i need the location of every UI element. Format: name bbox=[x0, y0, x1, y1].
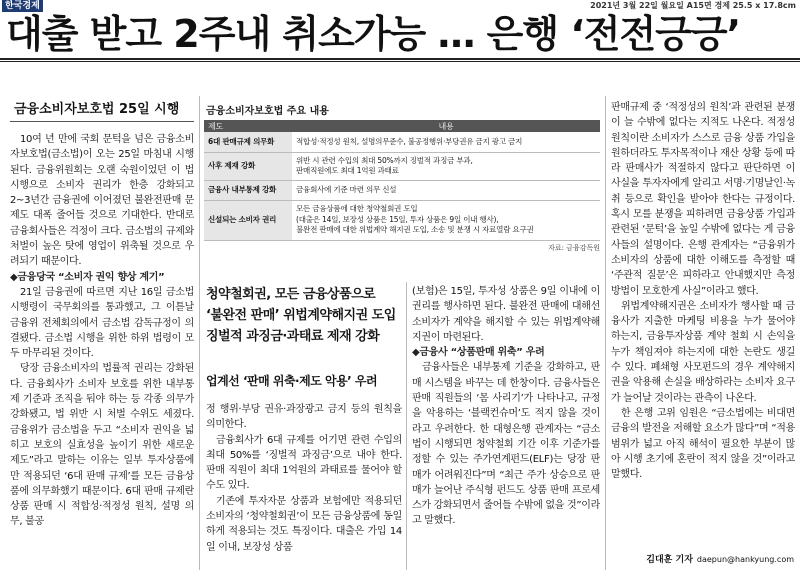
article-paragraph: 정 행위·부당 권유·과장광고 금지 등의 원칙을 의미한다. bbox=[206, 404, 402, 431]
table-row bbox=[204, 180, 600, 200]
table-key: 금융사 내부통제 강화 bbox=[204, 180, 292, 200]
article-subheading: ◆금융당국 “소비자 권익 향상 계기” bbox=[10, 271, 165, 283]
column-divider bbox=[605, 96, 606, 570]
sub-headline-line: 징벌적 과징금·과태료 제재 강화 bbox=[206, 329, 380, 344]
dateline: 2021년 3월 22일 월요일 A15면 경제 25.5 x 17.8cm bbox=[590, 1, 796, 10]
summary-table bbox=[204, 120, 600, 241]
table-value-line: 적합성·적정성 원칙, 설명의무준수, 불공정행위·부당권유 금지 광고 금지 bbox=[296, 136, 523, 146]
table-value bbox=[292, 132, 600, 152]
section-subhead: 금융소비자보호법 25일 시행 bbox=[14, 102, 180, 117]
article-paragraph: 당장 금융소비자의 법률적 권리는 강화된다. 금융회사가 소비자 보호를 위한 내부통제 기준과 조직을 둬야 하는 등 각종 의무가 강화됐고, 법 위반 시 처벌 수위도 세졌다. 금융위가 금소법을 두고 “소비자 권익을 넓히고 보호의 실효성을 높이기 위한 새로운 제도”라고 말하는 이유는 일부 투자상품에만 적용되던 ‘6대 판매 규제’를 모든 금융상품에 의무화했기 때문이다. 6대 판매 규제란 상품 판매 시 적합성·적정성 원칙, 설명 의무, 불공 bbox=[10, 363, 194, 528]
article-paragraph: (보험)은 15일, 투자성 상품은 9일 이내에 이 권리를 행사하면 된다. 불완전 판매에 대해선 소비자가 계약을 해지할 수 있는 위법계약해지권이 마련된다. bbox=[412, 286, 600, 343]
table-value bbox=[292, 200, 600, 240]
table-value-line: 금융회사에 기준 마련 의무 신설 bbox=[296, 184, 397, 194]
table-value bbox=[292, 152, 600, 180]
article-paragraph: 한 은행 고위 임원은 “금소법에는 비대면 금융의 발전을 저해할 요소가 많다”며 “적용 범위가 넓고 아직 해석이 필요한 부분이 많아 시행 초기에 혼란이 적지 않을 것”이라고 말했다. bbox=[611, 407, 795, 481]
table-header-row bbox=[204, 120, 600, 132]
table-row bbox=[204, 152, 600, 180]
article-subheading: ◆금융사 “상품판매 위축” 우려 bbox=[412, 347, 545, 359]
headline-rule bbox=[0, 58, 800, 60]
newspaper-name: 한국경제 bbox=[2, 0, 43, 12]
column-1 bbox=[10, 132, 194, 570]
table-row bbox=[204, 132, 600, 152]
table-key: 사후 제재 강화 bbox=[204, 152, 292, 180]
table-header: 제도 bbox=[204, 120, 292, 132]
column-4 bbox=[611, 100, 795, 548]
article-paragraph: 금융사들은 내부통제 기준을 강화하고, 판매 시스템을 바꾸는 데 한창이다. 금융사들은 판매 직원들의 ‘몸 사리기’가 나타나고, 규정을 악용하는 ‘블랙컨슈머’도 적지 않을 것이라고 우려한다. 한 대형은행 관계자는 “금소법이 시행되면 청약철회 기간 이후 기준가를 정할 수 있는 주가연계펀드(ELF)는 당장 판매가 어려워진다”며 “최근 주가 상승으로 판매가 늘어난 주식형 펀드도 상품 판매 프로세스가 강화되면서 줄어들 수밖에 없을 것”이라고 말했다. bbox=[412, 362, 600, 527]
table-title: 금융소비자보호법 주요 내용 bbox=[206, 106, 329, 117]
column-2 bbox=[206, 402, 402, 570]
table-value-line: 위반 시 관련 수입의 최대 50%까지 징벌적 과징금 부과, bbox=[296, 155, 473, 165]
table-key: 6대 판매규제 의무화 bbox=[204, 132, 292, 152]
summary-table-box bbox=[204, 104, 600, 276]
article-paragraph: 위법계약해지권은 소비자가 행사할 때 금융사가 지출한 마케팅 비용을 누가 물어야 하는지, 금융투자상품 계약 철회 시 손익을 누가 책임져야 하는지에 대한 논란도 생길 수 있다. 폐쇄형 사모펀드의 경우 계약해지권을 악용해 손실을 배상하라는 소비자 요구가 늘어날 것이라는 관측이 나온다. bbox=[611, 300, 795, 404]
column-divider bbox=[406, 282, 407, 570]
column-divider bbox=[199, 96, 200, 570]
article-paragraph: 기존에 투자자문 상품과 보험에만 적용되던 소비자의 ‘청약철회권’이 모든 금융상품에 동일하게 적용되는 것도 특징이다. 대출은 가입 14일 이내, 보장성 상품 bbox=[206, 495, 402, 553]
table-header: 내용 bbox=[292, 120, 600, 132]
article-paragraph: 10여 년 만에 국회 문턱을 넘은 금융소비자보호법(금소법)이 오는 25일 마침내 시행된다. 금융위원회는 오랜 숙원이었던 이 법 시행으로 소비자 권리가 한층 강화되고 2~3년간 금융권에 이어졌던 불완전판매 문제도 대폭 줄어들 것으로 기대한다. 반대로 금융회사들은 걱정이 크다. 금소법의 규제와 처벌이 높은 탓에 영업이 위축될 것으로 우려되기 때문이다. bbox=[10, 134, 194, 268]
article-paragraph: 금융회사가 6대 규제를 어기면 관련 수입의 최대 50%를 ‘징벌적 과징금’으로 내야 한다. 판매 직원이 최대 1억원의 과태료를 물어야 할 수도 있다. bbox=[206, 434, 402, 492]
sub-headline-concern: 업계선 ‘판매 위축·제도 악용’ 우려 bbox=[206, 374, 378, 388]
table-source: 자료: 금융감독원 bbox=[548, 243, 600, 252]
table-row bbox=[204, 200, 600, 240]
byline-name: 김대훈 기자 bbox=[646, 555, 693, 565]
article-paragraph: 21일 금융권에 따르면 지난 16일 금소법 시행령이 국무회의를 통과했고, 그 이튿날 금융위 전체회의에서 금소법 감독규정이 의결됐다. 금소법 시행을 위한 하위 법령이 모두 마무리된 것이다. bbox=[10, 286, 194, 360]
sub-headline-line: 청약철회권, 모든 금융상품으로 bbox=[206, 287, 376, 302]
table-value-line: 모든 금융상품에 대한 청약철회권 도입 bbox=[296, 204, 418, 214]
column-3 bbox=[412, 284, 600, 570]
sub-headline-block bbox=[206, 284, 406, 347]
byline-email: daepun@hankyung.com bbox=[696, 555, 794, 564]
headline-rule-thin bbox=[0, 61, 800, 62]
sub-headline-line: ‘불완전 판매’ 위법계약해지권 도입 bbox=[206, 308, 396, 323]
table-value-line: (대출은 14일, 보장성 상품은 15일, 투자 상품은 9일 이내 행사), bbox=[296, 214, 499, 224]
table-value-line: 불완전 판매에 대한 위법계약 해지권 도입, 소송 및 분쟁 시 자료열람 요구권 bbox=[296, 225, 534, 235]
subhead-rule bbox=[10, 121, 194, 122]
byline bbox=[646, 552, 794, 565]
table-value-line: 판매직원에도 최대 1억원 과태료 bbox=[296, 166, 399, 175]
table-key: 신설되는 소비자 권리 bbox=[204, 200, 292, 240]
article-paragraph: 판매규제 중 ‘적정성의 원칙’과 관련된 분쟁이 늘 수밖에 없다는 지적도 나온다. 적정성 원칙이란 소비자가 스스로 금융 상품 가입을 원하더라도 투자목적이나 재산 상황 등에 따라 판매사가 적절하지 않다고 판단하면 이 사실을 투자자에게 알리고 서명·기명날인·녹취 등으로 확인을 받아야 한다는 규정이다. 혹시 모를 분쟁을 피하려면 금융상품 가입과 관련된 ‘문턱’을 높일 수밖에 없다는 게 금융사들의 설명이다. 은행 관계자는 “금융위가 소비자의 상품에 대한 이해도를 측정할 때 ‘주관적 질문’은 피하라고 안내했지만 측정 방법이 모호한게 사실”이라고 했다. bbox=[611, 102, 795, 297]
table-value bbox=[292, 180, 600, 200]
headline: 대출 받고 2주내 취소가능 … 은행 ‘전전긍긍’ bbox=[6, 12, 741, 56]
